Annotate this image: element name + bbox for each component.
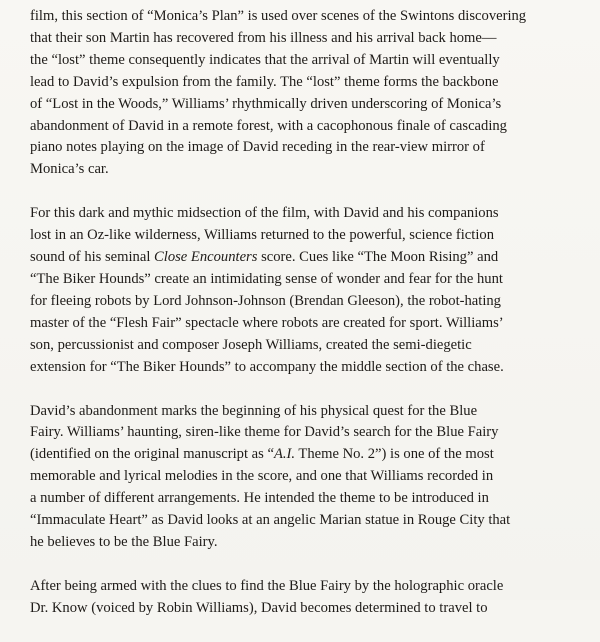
text-segment: son, percussionist and composer Joseph Williams, created the semi-diegetic (30, 336, 472, 353)
text-line (30, 6, 578, 28)
text-line (30, 28, 578, 50)
text-line (30, 225, 578, 247)
paragraph-2 (30, 203, 578, 378)
body-text (30, 6, 578, 642)
text-segment: “The Biker Hounds” create an intimidating sense of wonder and fear for the hunt (30, 270, 503, 287)
text-line (30, 598, 578, 620)
text-line (30, 203, 578, 225)
text-segment: abandonment of David in a remote forest, with a cacophonous finale of cascading (30, 117, 507, 134)
text-line (30, 94, 578, 116)
text-line (30, 466, 578, 488)
text-segment: he believes to be the Blue Fairy. (30, 533, 218, 550)
paragraph-3 (30, 401, 578, 554)
text-segment: For this dark and mythic midsection of the film, with David and his companions (30, 205, 499, 222)
text-segment: Monica’s car. (30, 161, 109, 178)
text-segment: of “Lost in the Woods,” Williams’ rhythmically driven underscoring of Monica’s (30, 95, 502, 112)
text-line (30, 116, 578, 138)
text-segment: Theme No. 2”) is one of the most (295, 446, 494, 463)
text-line (30, 532, 578, 554)
text-line (30, 357, 578, 379)
text-segment: the “lost” theme consequently indicates that the arrival of Martin will eventually (30, 51, 500, 68)
text-line (30, 444, 578, 466)
text-segment: extension for “The Biker Hounds” to accompany the middle section of the chase. (30, 358, 504, 375)
italic-title: A.I. (273, 446, 296, 463)
text-segment: lead to David’s expulsion from the family. The “lost” theme forms the backbone (30, 73, 499, 90)
text-segment: film, this section of “Monica’s Plan” is used over scenes of the Swintons discovering (30, 8, 527, 24)
text-line (30, 159, 578, 181)
text-line (30, 401, 578, 423)
text-segment: lost in an Oz-like wilderness, Williams returned to the powerful, science fiction (30, 227, 494, 244)
text-line (30, 488, 578, 510)
text-line (30, 137, 578, 159)
text-segment: piano notes playing on the image of David receding in the rear-view mirror of (30, 139, 485, 156)
text-segment: score. Cues like “The Moon Rising” and (257, 249, 499, 266)
text-segment: (identified on the original manuscript as “ (30, 446, 274, 463)
text-segment: After being armed with the clues to find the Blue Fairy by the holographic oracle (30, 577, 504, 594)
text-line (30, 576, 578, 598)
text-segment: memorable and lyrical melodies in the score, and one that Williams recorded in (30, 468, 494, 485)
text-line (30, 50, 578, 72)
text-line (30, 269, 578, 291)
text-line (30, 510, 578, 532)
text-segment: “Immaculate Heart” as David looks at an angelic Marian statue in Rouge City that (30, 512, 511, 529)
text-segment: Dr. Know (voiced by Robin Williams), David becomes determined to travel to (30, 599, 488, 616)
text-line (30, 247, 578, 269)
text-segment: master of the “Flesh Fair” spectacle where robots are created for sport. Williams’ (30, 314, 504, 331)
text-segment: sound of his seminal (30, 249, 155, 266)
text-line (30, 72, 578, 94)
text-line (30, 335, 578, 357)
text-segment: that their son Martin has recovered from his illness and his arrival back home— (30, 29, 497, 46)
text-line (30, 313, 578, 335)
italic-title: Close Encounters (154, 249, 258, 266)
paragraph-4 (30, 576, 578, 620)
text-segment: Fairy. Williams’ haunting, siren-like theme for David’s search for the Blue Fairy (30, 424, 499, 441)
text-segment: for fleeing robots by Lord Johnson-Johnson (Brendan Gleeson), the robot-hating (30, 292, 501, 309)
text-line (30, 291, 578, 313)
text-line (30, 422, 578, 444)
paragraph-1 (30, 6, 578, 181)
text-segment: David’s abandonment marks the beginning of his physical quest for the Blue (30, 402, 478, 419)
text-segment: a number of different arrangements. He intended the theme to be introduced in (30, 490, 489, 507)
